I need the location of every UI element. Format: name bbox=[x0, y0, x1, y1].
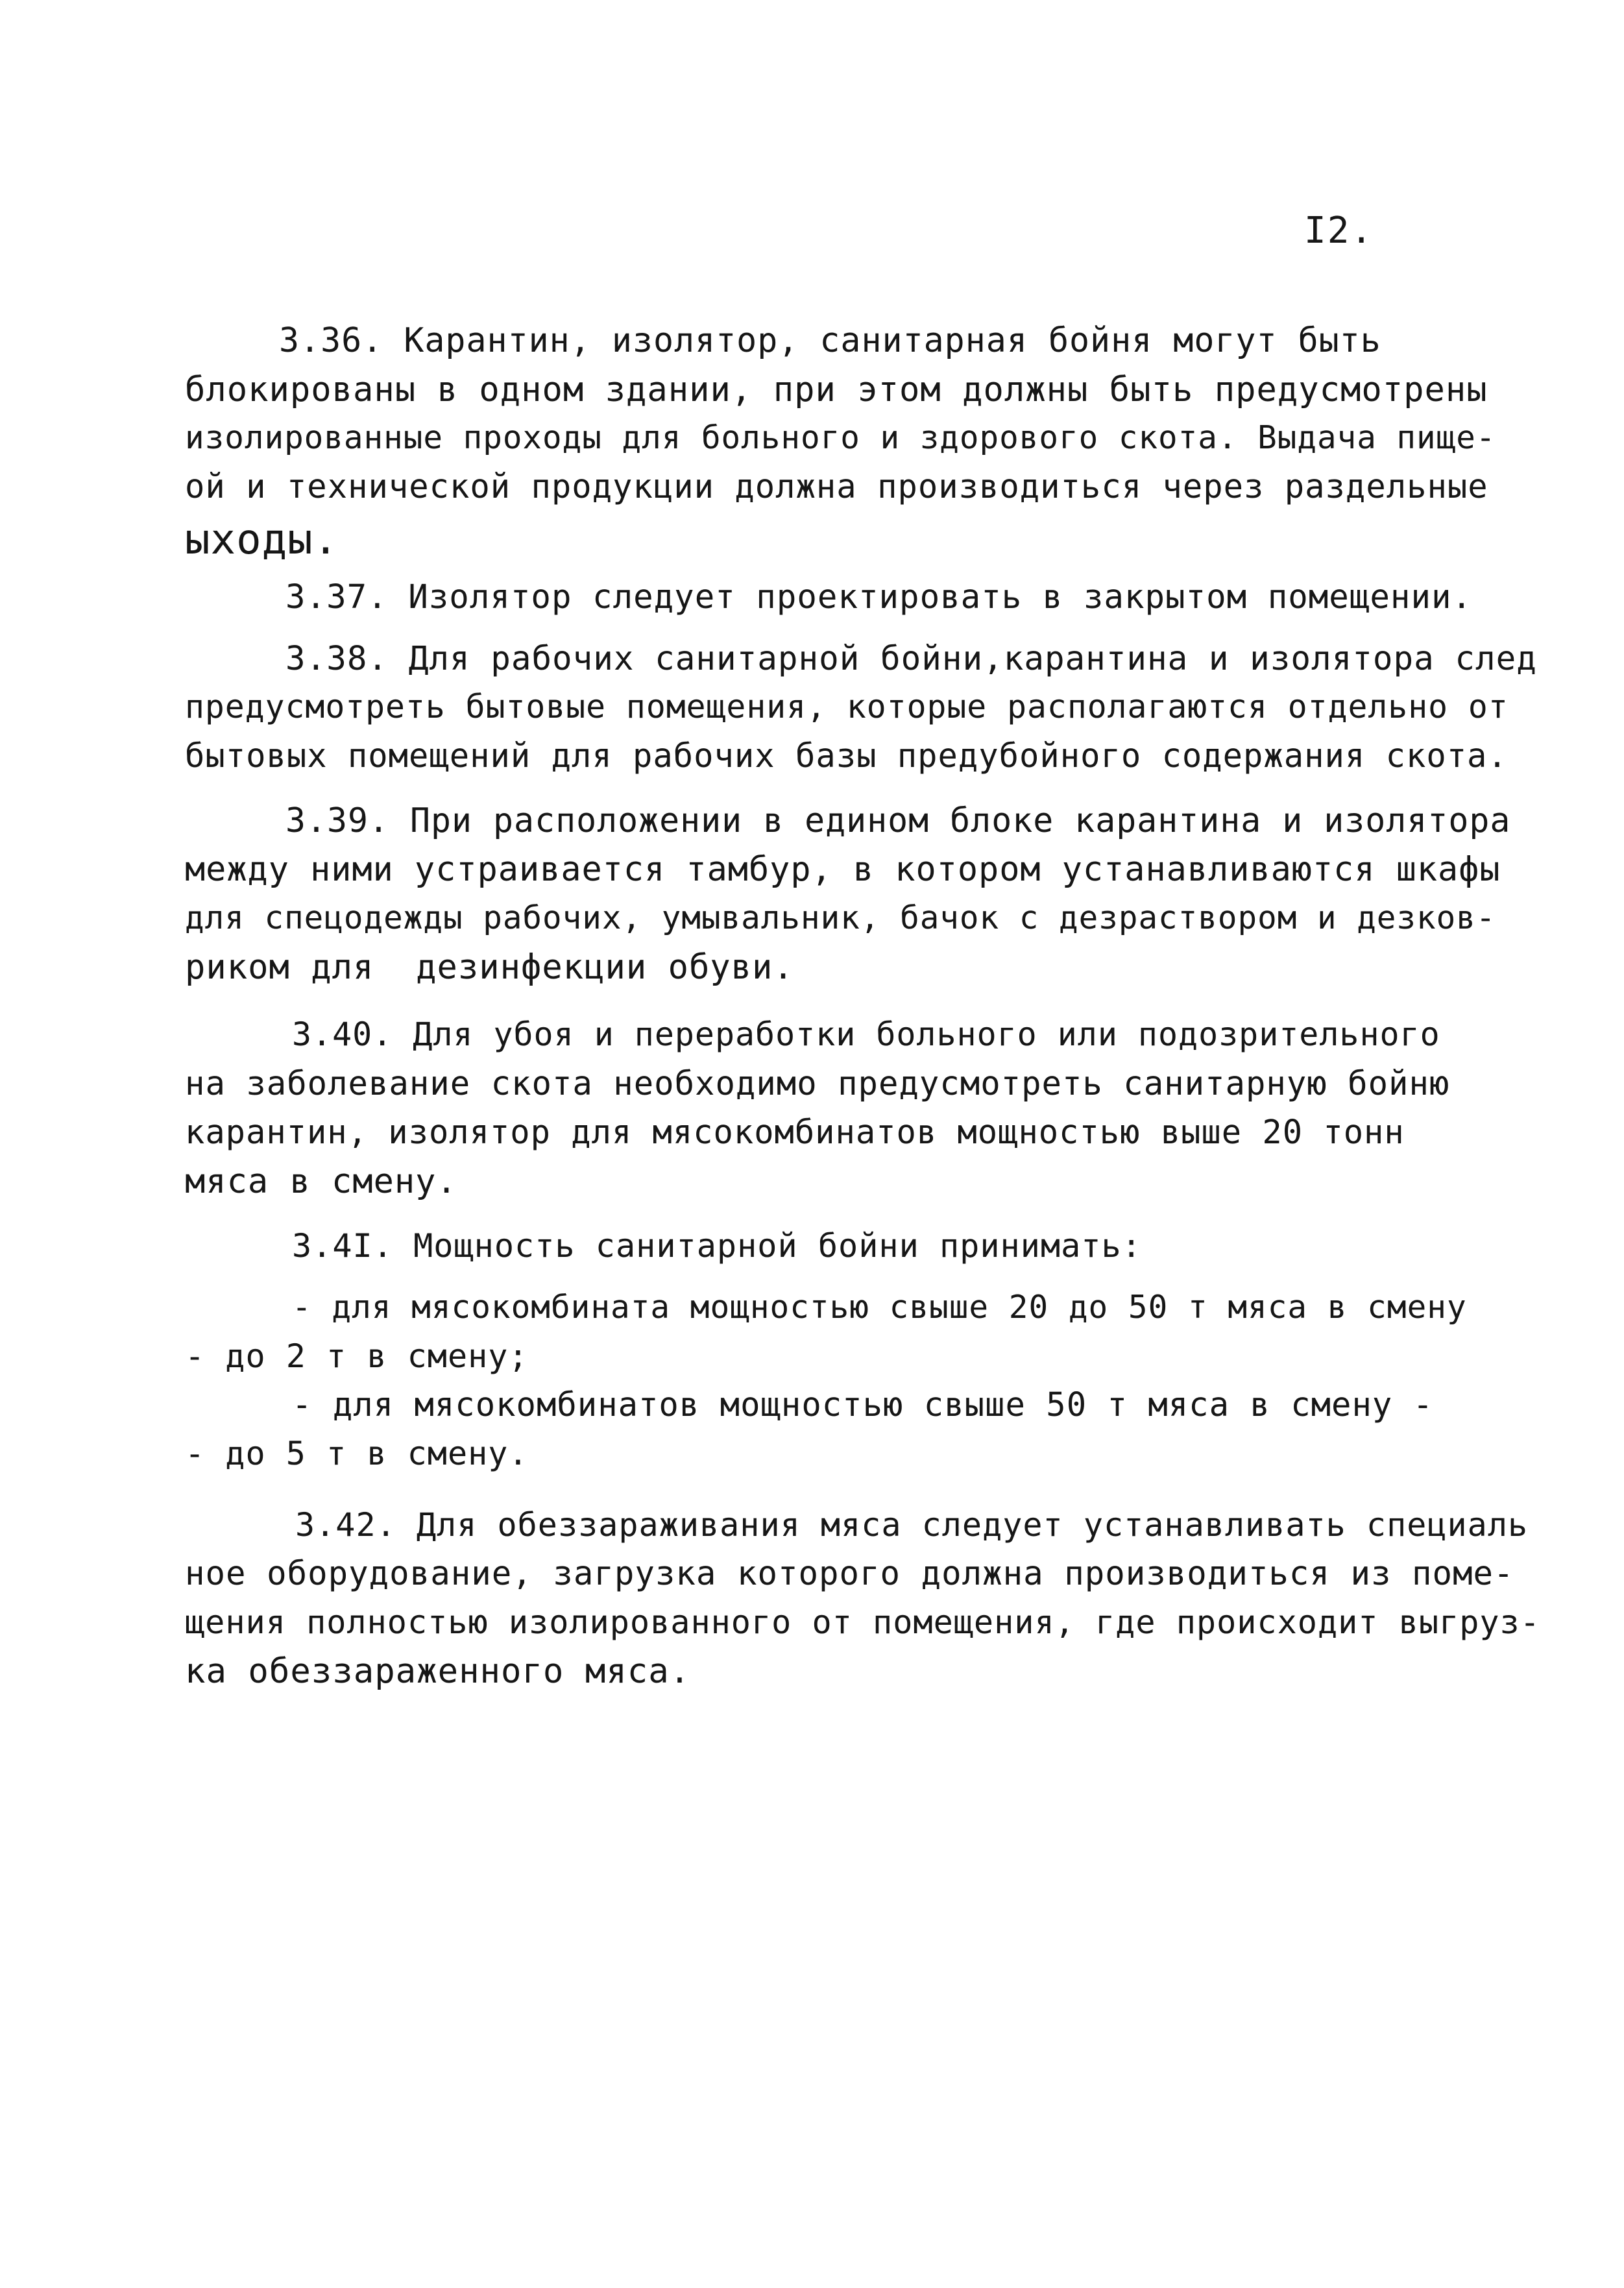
text-line: - для мясокомбинатов мощностью свыше 50 т мяса в смену - bbox=[292, 1385, 1434, 1424]
text-line: 3.39. При расположении в едином блоке карантина и изолятора bbox=[285, 801, 1511, 840]
text-line: 3.40. Для убоя и переработки больного или подозрительного bbox=[292, 1016, 1440, 1053]
text-line: предусмотреть бытовые помещения, которые располагаются отдельно от bbox=[185, 688, 1509, 725]
text-line: мяса в смену. bbox=[185, 1162, 457, 1201]
text-line: 3.36. Карантин, изолятор, санитарная бойня могут быть bbox=[279, 321, 1381, 360]
text-line: 3.37. Изолятор следует проектировать в закрытом помещении. bbox=[285, 578, 1473, 616]
text-line: ка обеззараженного мяса. bbox=[185, 1651, 691, 1691]
text-line: 3.38. Для рабочих санитарной бойни,карантина и изолятора след bbox=[285, 639, 1537, 677]
text-line: ное оборудование, загрузка которого должна производиться из поме- bbox=[185, 1554, 1514, 1592]
text-line: - до 5 т в смену. bbox=[185, 1435, 529, 1472]
text-line: карантин, изолятор для мясокомбинатов мощностью выше 20 тонн bbox=[185, 1113, 1405, 1151]
text-line: риком для дезинфекции обуви. bbox=[185, 948, 794, 987]
text-line: - для мясокомбината мощностью свыше 20 до 50 т мяса в смену bbox=[292, 1288, 1467, 1326]
text-line: ыходы. bbox=[185, 516, 339, 564]
page-number: I2. bbox=[1304, 210, 1374, 252]
text-line: между ними устраивается тамбур, в котором устанавливаются шкафы bbox=[185, 850, 1501, 889]
text-line: блокированы в одном здании, при этом должны быть предусмотрены bbox=[185, 371, 1488, 409]
text-line: изолированные проходы для больного и здорового скота. Выдача пище- bbox=[185, 419, 1496, 456]
text-line: 3.4I. Мощность санитарной бойни принимать: bbox=[292, 1226, 1142, 1265]
text-line: 3.42. Для обеззараживания мяса следует устанавливать специаль bbox=[295, 1506, 1529, 1544]
text-line: ой и технической продукции должна производиться через раздельные bbox=[185, 467, 1488, 505]
text-line: для спецодежды рабочих, умывальник, бачок с дезраствором и дезков- bbox=[185, 899, 1496, 936]
text-line: бытовых помещений для рабочих базы предубойного содержания скота. bbox=[185, 736, 1508, 775]
text-line: щения полностью изолированного от помещения, где происходит выгруз- bbox=[185, 1603, 1540, 1641]
text-line: на заболевание скота необходимо предусмотреть санитарную бойню bbox=[185, 1064, 1450, 1102]
text-line: - до 2 т в смену; bbox=[185, 1337, 529, 1375]
